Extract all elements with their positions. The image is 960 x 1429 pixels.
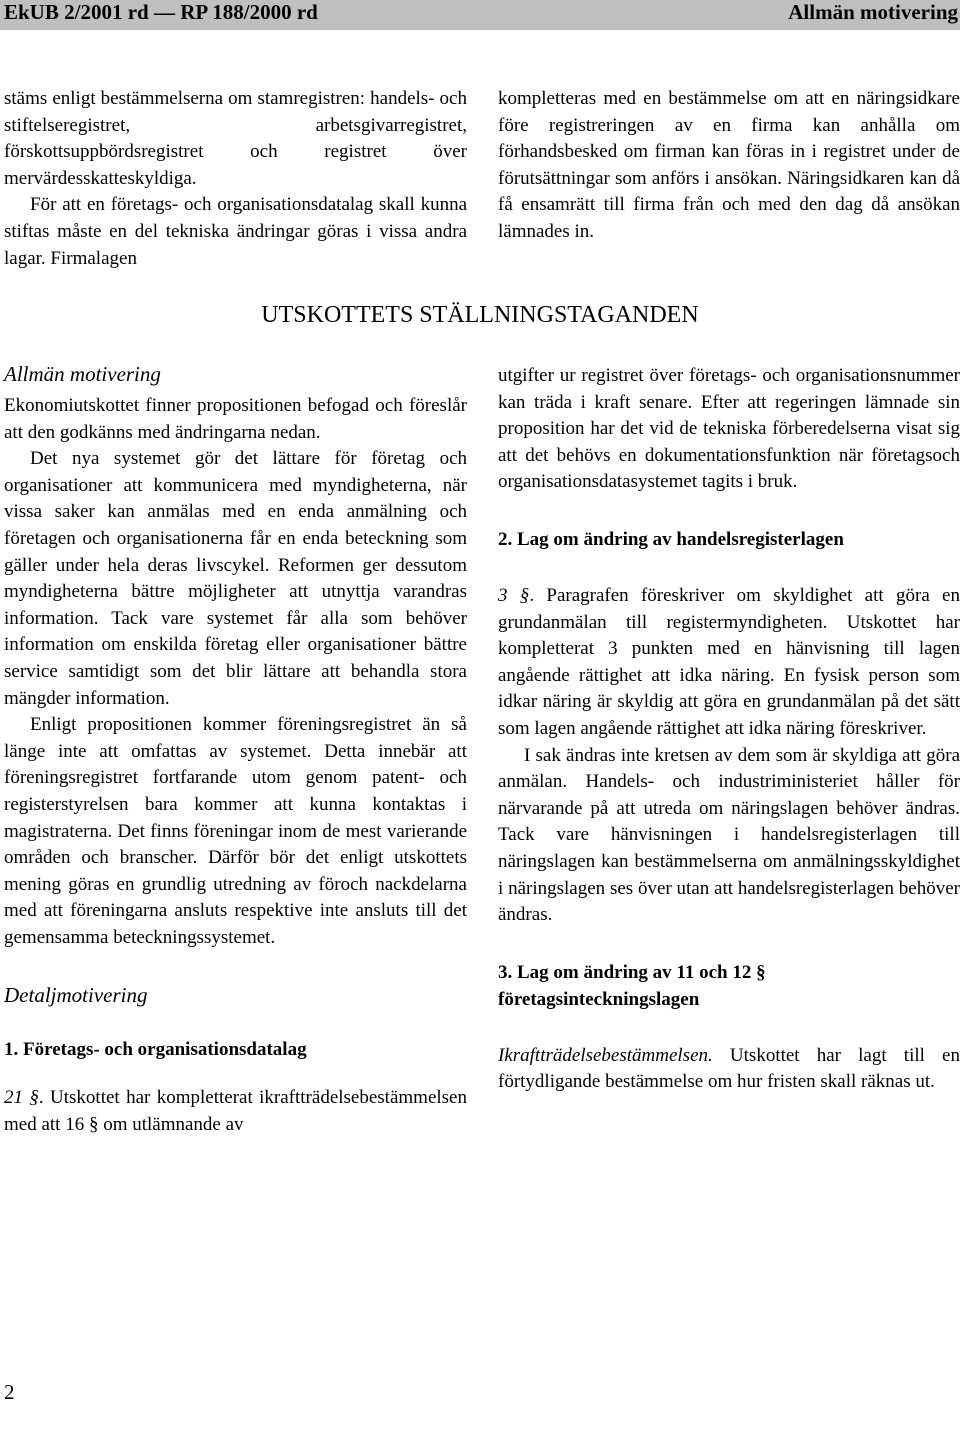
paragraph: kompletteras med en bestämmelse om att en näringsidkare före registreringen av en firma kan anhålla om förhandsbesked om firman kan föras in i registret under de förutsättningar som anförs i ansökan. Näringsidkaren kan då få ensamrätt till firma från och med den dag då ansökan lämnades in. <box>498 88 960 242</box>
provision-name: Ikraftträdelsebestämmelsen. <box>498 1044 713 1066</box>
subheading-detail: Detaljmotivering <box>4 983 148 1008</box>
paragraph: I sak ändras inte kretsen av dem som är skyldiga att göra anmälan. Handels- och industriministeriet håller för närvarande på att utreda om näringslagen behöver ändras. Tack vare hänvisningen i handelsregisterlagen till näringslagen kan bestämmelserna om anmälningsskyldighet i näringslagen ses över utan att handelsregisterlagen behöver ändras. <box>498 744 960 926</box>
section-ref: 3 § <box>498 584 530 606</box>
subheading-general: Allmän motivering <box>4 362 161 386</box>
law-heading-2: 2. Lag om ändring av handelsregisterlagen <box>498 528 844 550</box>
section-heading: UTSKOTTETS STÄLLNINGSTAGANDEN <box>261 302 699 328</box>
left-column-main <box>4 360 467 1139</box>
section-ref: 21 § <box>4 1087 39 1109</box>
left-column-top <box>4 86 467 272</box>
paragraph-text: Utskottet har lagt till en förtydligande bestämmelse om hur fristen skall räknas ut. <box>498 1044 960 1093</box>
paragraph-text: . Paragrafen föreskriver om skyldighet att göra en grundanmälan till registermyndigheten. Utskottet har kompletterat 3 punkten med en hänvisning till lagen angående rättighet att idka näring. En fysisk person som idkar näring är skyldig att göra en grundanmälan på det sätt som lagen angående rättighet att idka näring föreskriver. <box>498 584 960 739</box>
right-column-main <box>498 363 960 1096</box>
law-heading-3: 3. Lag om ändring av 11 och 12 § företagsinteckningslagen <box>498 961 766 1010</box>
paragraph: För att en företags- och organisationsdatalag skall kunna stiftas måste en del tekniska ändringar göras i vissa andra lagar. Firmalagen <box>4 194 467 269</box>
paragraph: utgifter ur registret över företags- och organisationsnummer kan träda i kraft senare. Efter att regeringen lämnade sin proposition har det vid de tekniska förberedelserna visat sig att det behövs en dokumentationsfunktion när företagsoch organisationsdatasystemet tagits i bruk. <box>498 365 960 493</box>
header-section-title: Allmän motivering <box>788 0 958 24</box>
law-heading-1: 1. Företags- och organisationsdatalag <box>4 1039 307 1061</box>
paragraph-text: . Utskottet har kompletterat ikraftträdelsebestämmelsen med att 16 § om utlämnande av <box>4 1087 467 1136</box>
paragraph: stäms enligt bestämmelserna om stamregistren: handels- och stiftelseregistret, arbetsgivarregistret, förskottsuppbördsregistret och registret över mervärdesskatteskyldiga. <box>4 88 467 189</box>
header-document-id: EkUB 2/2001 rd — RP 188/2000 rd <box>4 0 318 24</box>
page-number: 2 <box>4 1380 15 1404</box>
running-header <box>0 0 960 30</box>
right-column-top <box>498 86 960 246</box>
paragraph <box>498 583 960 743</box>
paragraph: Enligt propositionen kommer föreningsregistret än så länge inte att omfattas av systemet. Detta innebär att föreningsregistret fortfarande utom genom patent- och registerstyrelsen bara kommer att kunna kontaktas i magistraterna. Det finns föreningar inom de mest varierande områden och branscher. Därför bör det enligt utskottets mening göras en grundlig utredning av föroch nackdelarna med att föreningarna ansluts respektive inte ansluts till det gemensamma beteckningssystemet. <box>4 714 467 948</box>
paragraph <box>4 1085 467 1138</box>
paragraph: Det nya systemet gör det lättare för företag och organisationer att kommunicera med myndigheterna, när vissa saker kan anmälas med en enda anmälning och företagen och organisationerna får en enda beteckning som gäller under hela deras livscykel. Reformen ger dessutom myndigheterna bättre möjligheter att utnyttja varandras information. Tack vare systemet får alla som behöver information om enskilda företag eller organisationer bättre service samtidigt som det blir lättare att behandla stora mängder information. <box>4 448 467 709</box>
paragraph: Ekonomiutskottet finner propositionen befogad och föreslår att den godkänns med ändringarna nedan. <box>4 395 467 443</box>
paragraph <box>498 1043 960 1096</box>
